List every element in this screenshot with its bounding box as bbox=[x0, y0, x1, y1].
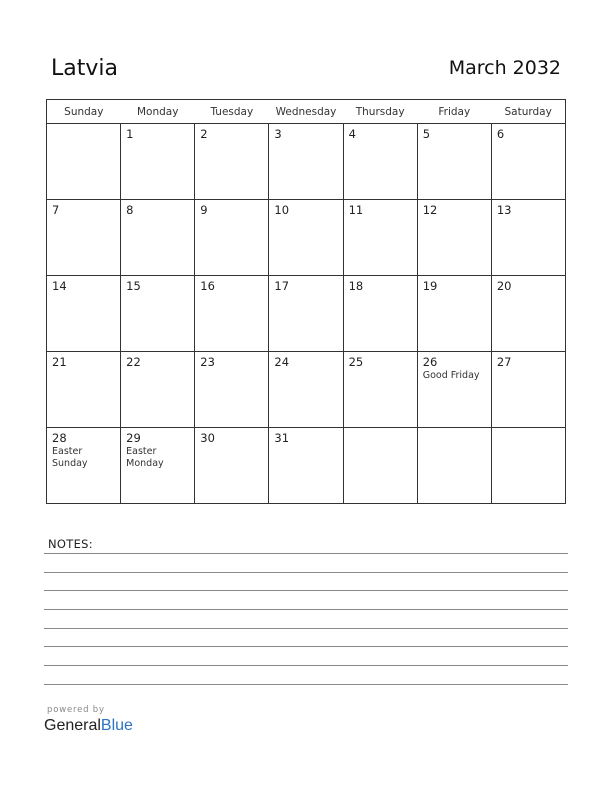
weekday-header: Sunday bbox=[47, 100, 121, 124]
day-cell bbox=[195, 124, 269, 200]
day-number: 20 bbox=[496, 279, 512, 293]
holiday-label: Easter Sunday bbox=[52, 446, 88, 469]
week-row bbox=[47, 276, 566, 352]
day-cell bbox=[47, 276, 121, 352]
day-cell bbox=[491, 124, 565, 200]
day-number: 26 bbox=[422, 355, 438, 369]
weekday-header: Saturday bbox=[491, 100, 565, 124]
day-number: 11 bbox=[348, 203, 364, 217]
day-cell bbox=[121, 124, 195, 200]
day-cell bbox=[269, 200, 343, 276]
day-number: 14 bbox=[52, 279, 67, 293]
day-number: 17 bbox=[274, 279, 290, 293]
day-number: 9 bbox=[200, 203, 208, 217]
day-cell bbox=[491, 200, 565, 276]
logo-blue-text: Blue bbox=[100, 717, 133, 734]
day-cell bbox=[195, 352, 269, 428]
day-number: 4 bbox=[348, 127, 356, 141]
holiday-label: Easter Monday bbox=[126, 446, 164, 469]
week-row bbox=[47, 200, 566, 276]
day-number: 29 bbox=[126, 431, 141, 445]
day-number: 22 bbox=[126, 355, 141, 369]
weekday-header: Friday bbox=[417, 100, 491, 124]
day-cell bbox=[195, 200, 269, 276]
logo-general-text: General bbox=[44, 717, 101, 734]
day-cell bbox=[417, 124, 491, 200]
day-number: 28 bbox=[52, 431, 67, 445]
generalblue-logo bbox=[44, 717, 133, 735]
notes-line bbox=[44, 646, 568, 647]
day-cell bbox=[269, 124, 343, 200]
day-cell bbox=[417, 428, 491, 504]
day-number: 24 bbox=[274, 355, 290, 369]
day-number: 13 bbox=[496, 203, 512, 217]
calendar-grid bbox=[46, 99, 566, 504]
notes-label: NOTES: bbox=[48, 537, 93, 551]
day-cell bbox=[491, 276, 565, 352]
day-number: 3 bbox=[274, 127, 282, 141]
day-number: 25 bbox=[348, 355, 364, 369]
weekday-header: Wednesday bbox=[269, 100, 343, 124]
powered-by-text: powered by bbox=[47, 705, 105, 715]
weekday-header: Tuesday bbox=[195, 100, 269, 124]
day-number: 23 bbox=[200, 355, 215, 369]
day-cell bbox=[269, 428, 343, 504]
notes-line bbox=[44, 684, 568, 685]
day-number: 31 bbox=[274, 431, 290, 445]
day-cell bbox=[343, 352, 417, 428]
day-number: 8 bbox=[126, 203, 134, 217]
notes-line bbox=[44, 590, 568, 591]
notes-line bbox=[44, 609, 568, 610]
day-number: 18 bbox=[348, 279, 364, 293]
day-number: 7 bbox=[52, 203, 60, 217]
day-cell bbox=[343, 124, 417, 200]
month-year-title: March 2032 bbox=[448, 57, 561, 79]
day-number: 16 bbox=[200, 279, 215, 293]
day-cell bbox=[417, 200, 491, 276]
country-title: Latvia bbox=[51, 56, 118, 81]
weekday-header: Monday bbox=[121, 100, 195, 124]
day-cell bbox=[417, 352, 491, 428]
day-number: 12 bbox=[422, 203, 438, 217]
weekday-header: Thursday bbox=[343, 100, 417, 124]
day-cell bbox=[343, 276, 417, 352]
day-number: 19 bbox=[422, 279, 438, 293]
weekday-header-row bbox=[47, 100, 566, 124]
day-cell bbox=[47, 428, 121, 504]
day-cell bbox=[47, 352, 121, 428]
day-cell bbox=[195, 276, 269, 352]
notes-line bbox=[44, 628, 568, 629]
day-cell bbox=[343, 428, 417, 504]
day-number: 30 bbox=[200, 431, 215, 445]
day-number: 5 bbox=[422, 127, 431, 141]
week-row bbox=[47, 428, 566, 504]
notes-line bbox=[44, 572, 568, 573]
week-row bbox=[47, 352, 566, 428]
day-number: 2 bbox=[200, 127, 208, 141]
day-cell bbox=[491, 428, 565, 504]
day-cell bbox=[491, 352, 565, 428]
day-cell bbox=[47, 200, 121, 276]
notes-line bbox=[44, 553, 568, 554]
day-cell bbox=[121, 428, 195, 504]
day-number: 21 bbox=[52, 355, 67, 369]
day-number: 1 bbox=[126, 127, 134, 141]
day-number: 15 bbox=[126, 279, 141, 293]
day-cell bbox=[121, 276, 195, 352]
day-cell bbox=[47, 124, 121, 200]
day-cell bbox=[195, 428, 269, 504]
day-cell bbox=[121, 352, 195, 428]
day-number: 10 bbox=[274, 203, 290, 217]
day-cell bbox=[417, 276, 491, 352]
day-number: 6 bbox=[496, 127, 505, 141]
day-number: 27 bbox=[496, 355, 512, 369]
day-cell bbox=[269, 276, 343, 352]
notes-line bbox=[44, 665, 568, 666]
day-cell bbox=[121, 200, 195, 276]
day-cell bbox=[269, 352, 343, 428]
day-cell bbox=[343, 200, 417, 276]
holiday-label: Good Friday bbox=[422, 370, 480, 381]
week-row bbox=[47, 124, 566, 200]
